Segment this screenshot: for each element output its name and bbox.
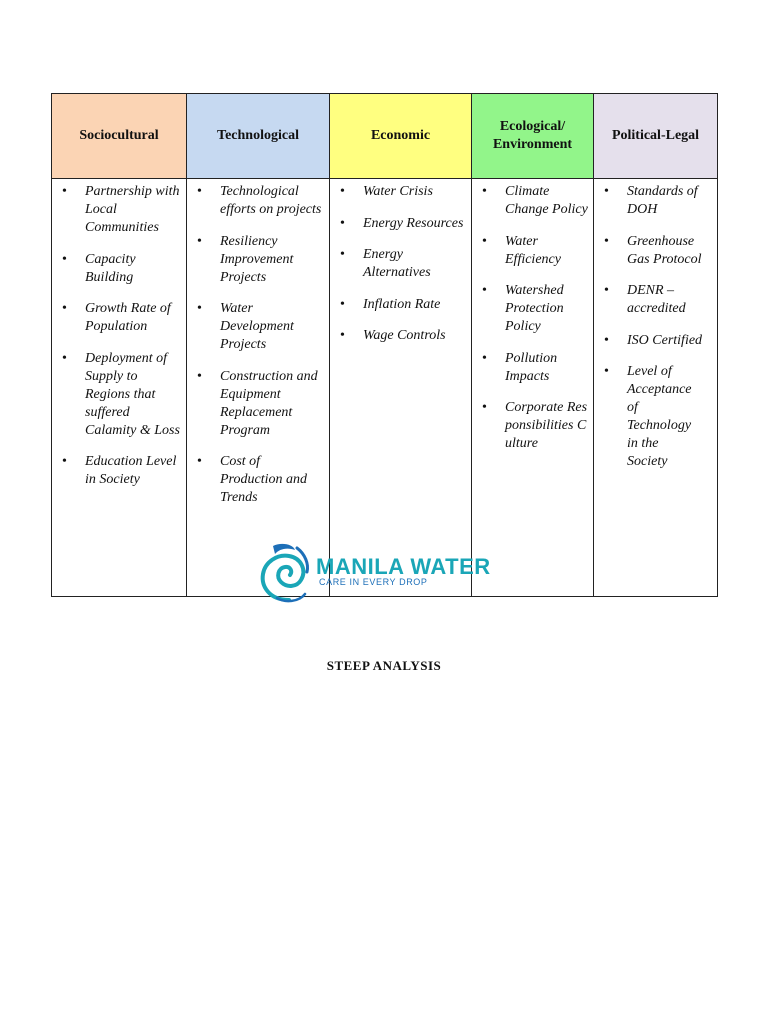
header-row xyxy=(52,94,718,179)
column-sociocultural xyxy=(52,179,187,597)
column-ecological xyxy=(472,179,594,597)
header-technological: Technological xyxy=(187,94,330,179)
list-item: • Pollution Impacts xyxy=(472,350,589,386)
list-item: • Education Level in Society xyxy=(52,453,182,489)
list-item: • Water Crisis xyxy=(330,183,467,201)
ecological-list xyxy=(472,179,593,453)
list-item: • Energy Resources xyxy=(330,215,467,233)
list-item: • Corporate Responsibilities Culture xyxy=(472,399,589,453)
header-ecological xyxy=(472,94,594,179)
header-ecological-label: Ecological/ Environment xyxy=(492,119,573,152)
logo-name: MANILA WATER xyxy=(316,554,491,579)
list-item: • ISO Certified xyxy=(594,332,713,350)
column-economic xyxy=(330,179,472,597)
technological-list xyxy=(187,179,329,507)
list-item: • Resiliency Improvement Projects xyxy=(187,233,325,287)
list-item: • Standards of DOH xyxy=(594,183,713,219)
column-political-legal xyxy=(594,179,718,597)
list-item: • DENR – accredited xyxy=(594,282,713,318)
political-legal-list xyxy=(594,179,717,471)
list-item: • Capacity Building xyxy=(52,251,182,287)
steep-table xyxy=(51,93,718,597)
list-item: • Climate Change Policy xyxy=(472,183,589,219)
list-item: • Inflation Rate xyxy=(330,296,467,314)
list-item: • Watershed Protection Policy xyxy=(472,282,589,336)
list-item: • Deployment of Supply to Regions that suffered Calamity & Loss xyxy=(52,350,182,440)
figure-caption: STEEP ANALYSIS xyxy=(326,658,442,673)
column-technological xyxy=(187,179,330,597)
list-item: • Partnership with Local Communities xyxy=(52,183,182,237)
list-item: • Energy Alternatives xyxy=(330,246,467,282)
water-swirl-icon xyxy=(259,540,315,604)
list-item: • Level of Acceptance of Technology in the Society xyxy=(594,363,713,471)
list-item: • Greenhouse Gas Protocol xyxy=(594,233,713,269)
header-political-legal: Political-Legal xyxy=(594,94,718,179)
list-item: • Growth Rate of Population xyxy=(52,300,182,336)
factors-row xyxy=(52,179,718,597)
list-item: • Water Development Projects xyxy=(187,300,325,354)
header-economic: Economic xyxy=(330,94,472,179)
header-sociocultural: Sociocultural xyxy=(52,94,187,179)
list-item: • Cost of Production and Trends xyxy=(187,453,325,507)
manila-water-logo xyxy=(259,540,489,604)
list-item: • Technological efforts on projects xyxy=(187,183,325,219)
sociocultural-list xyxy=(52,179,186,489)
list-item: • Water Efficiency xyxy=(472,233,589,269)
list-item: • Construction and Equipment Replacement Program xyxy=(187,368,325,440)
logo-tagline: CARE IN EVERY DROP xyxy=(319,577,428,587)
economic-list xyxy=(330,179,471,345)
list-item: • Wage Controls xyxy=(330,327,467,345)
